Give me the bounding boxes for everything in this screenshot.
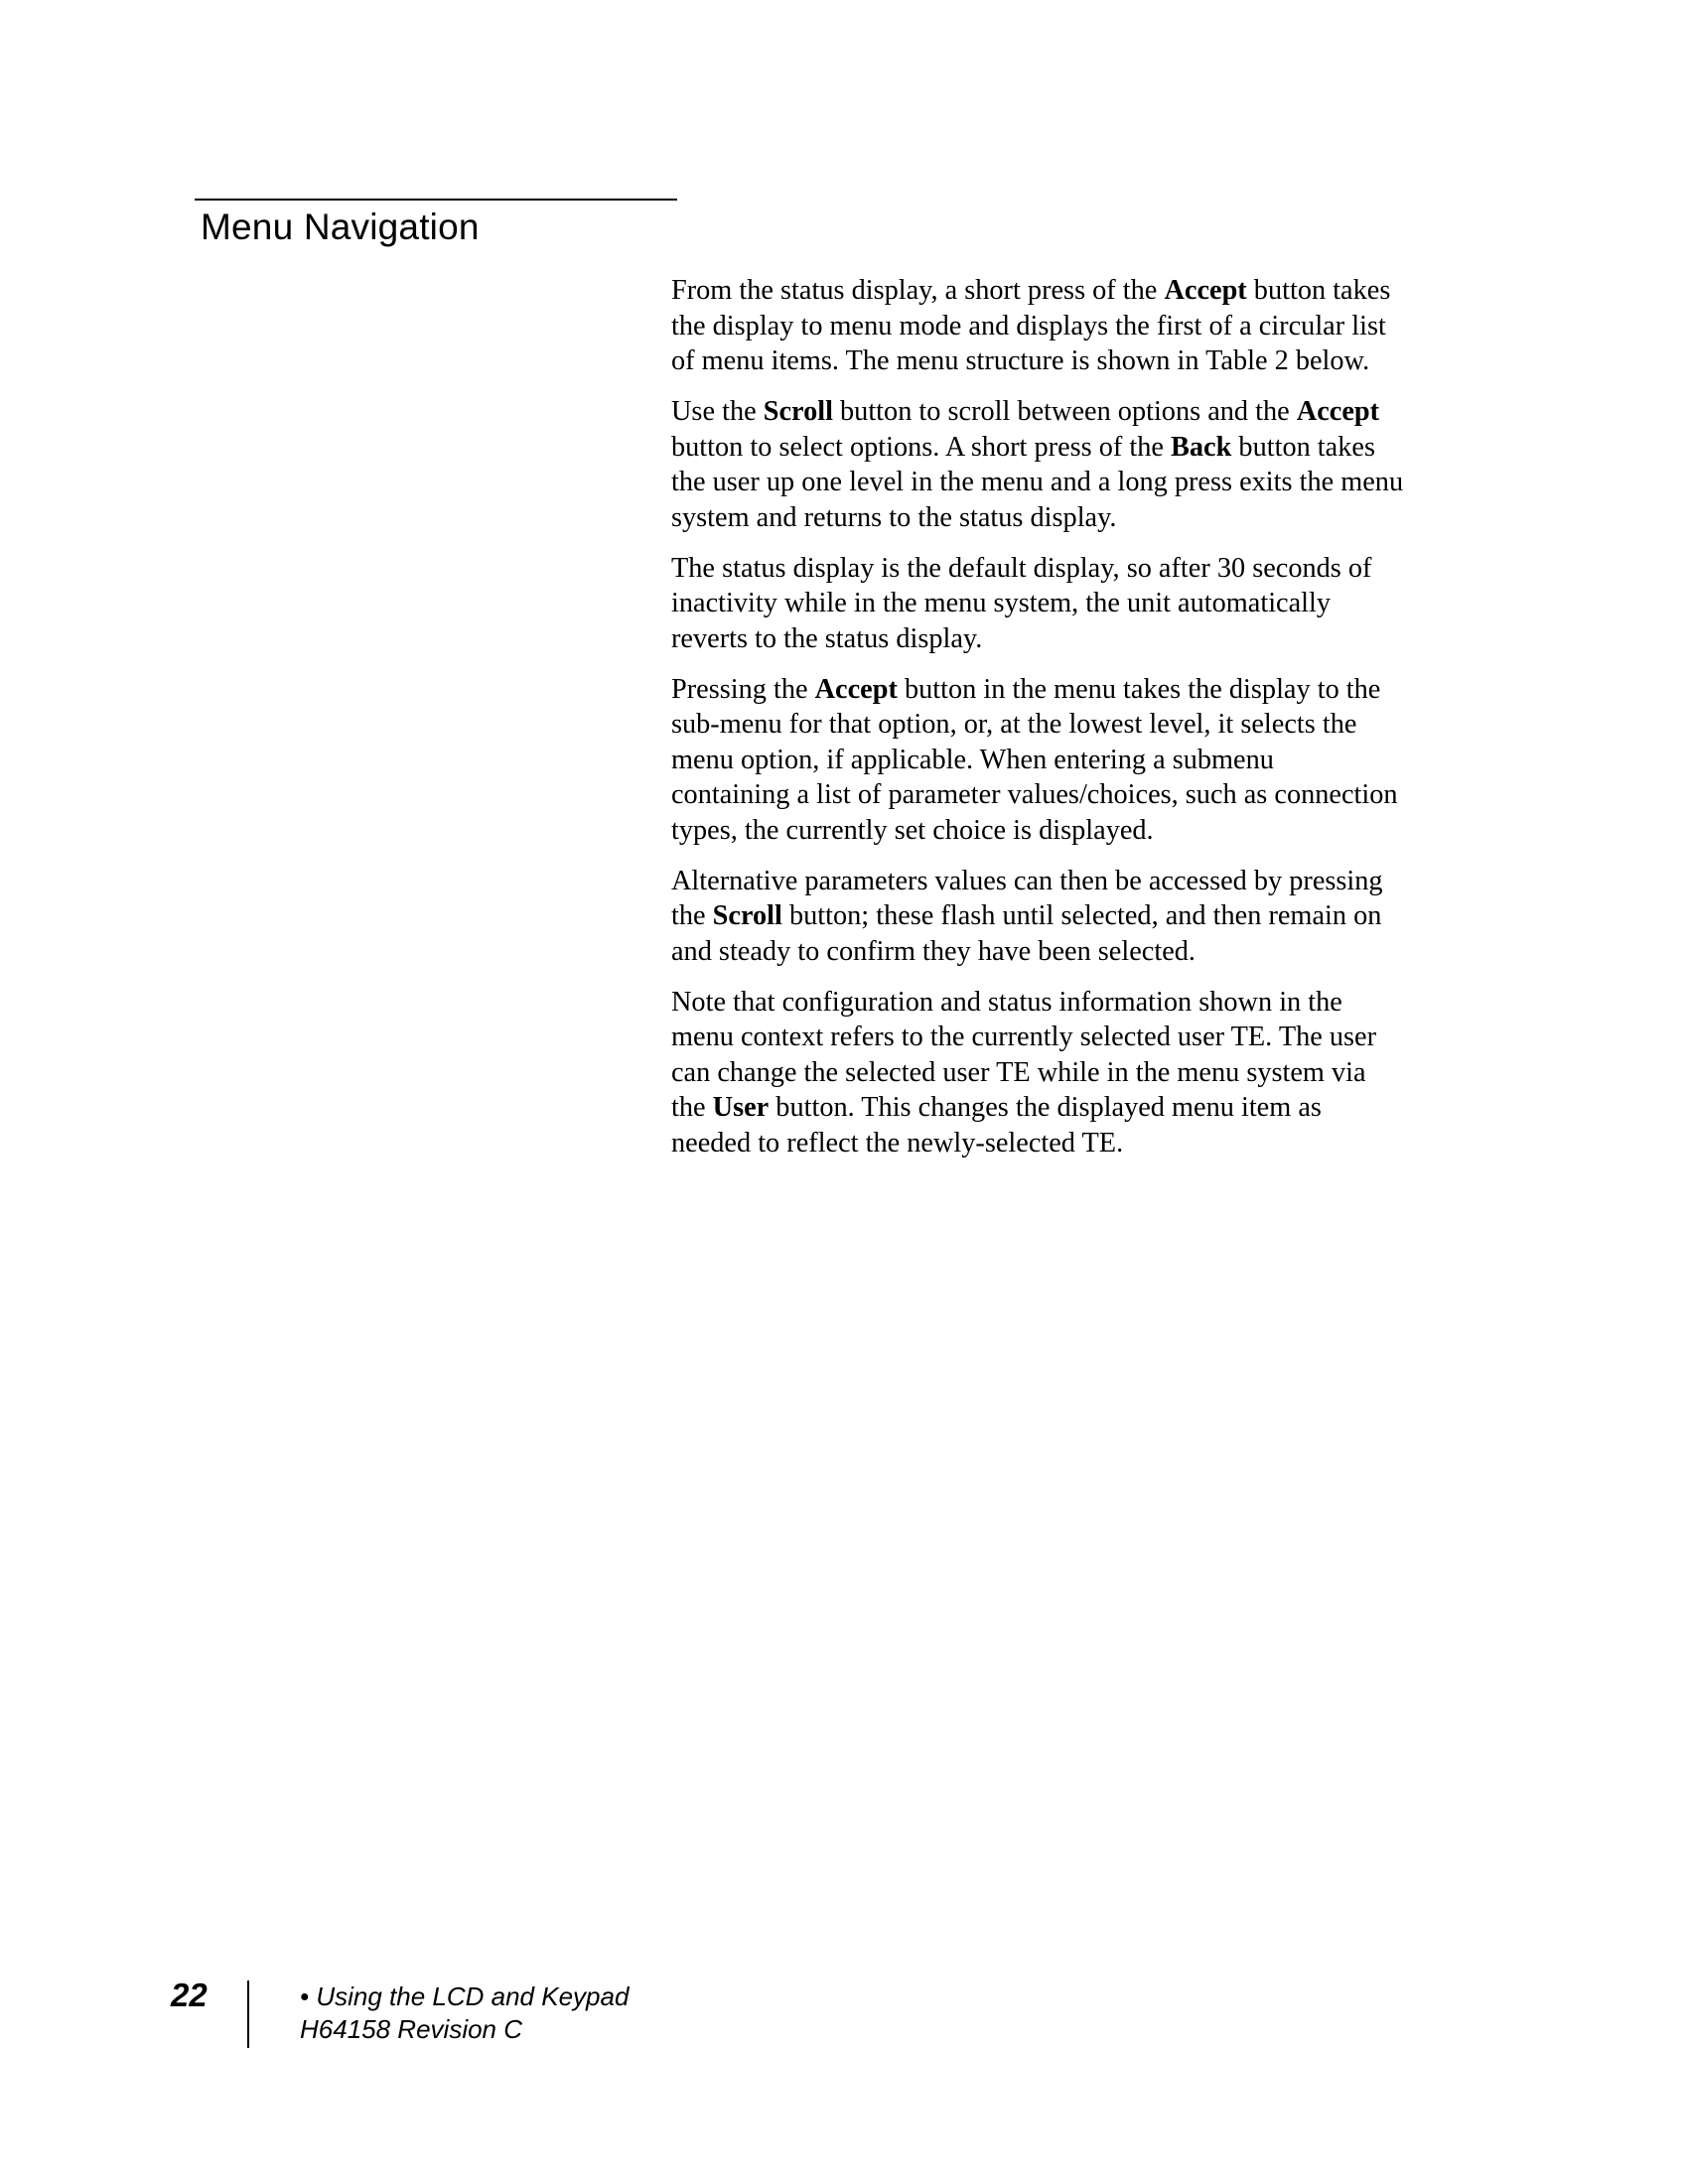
text-run: the bbox=[671, 900, 713, 931]
footer-chapter-title: • Using the LCD and Keypad bbox=[300, 1981, 630, 2011]
text-run: button takes bbox=[1246, 275, 1391, 306]
section-heading-rule bbox=[195, 199, 677, 201]
footer-divider bbox=[247, 1980, 249, 2048]
text-line bbox=[671, 672, 1485, 708]
text-run: Pressing the bbox=[671, 673, 815, 705]
text-run: system and returns to the status display. bbox=[671, 501, 1117, 533]
text-run: of menu items. The menu structure is shown in Table 2 below. bbox=[671, 345, 1370, 376]
text-line bbox=[671, 743, 1485, 778]
text-run: button takes bbox=[1231, 431, 1375, 463]
text-run: button to select options. A short press of the bbox=[671, 431, 1172, 463]
section-title: Menu Navigation bbox=[201, 206, 480, 247]
text-run: types, the currently set choice is displayed. bbox=[671, 814, 1154, 846]
text-run: can change the selected user TE while in the menu system via bbox=[671, 1056, 1366, 1088]
text-run: button; these flash until selected, and then remain on bbox=[781, 900, 1382, 931]
body-paragraph bbox=[671, 864, 1485, 970]
text-line bbox=[671, 465, 1485, 500]
text-run: menu context refers to the currently selected user TE. The user bbox=[671, 1022, 1377, 1052]
text-run: button in the menu takes the display to the bbox=[897, 673, 1381, 705]
text-run: reverts to the status display. bbox=[671, 622, 983, 654]
text-run: From the status display, a short press of the bbox=[671, 275, 1165, 306]
body-paragraph bbox=[671, 672, 1485, 849]
body-paragraph bbox=[671, 273, 1485, 379]
text-line bbox=[671, 273, 1485, 309]
text-line bbox=[671, 864, 1485, 899]
footer-running-text bbox=[300, 1980, 629, 2046]
text-run: inactivity while in the menu system, the unit automatically bbox=[671, 588, 1332, 618]
emphasized-button-name: Accept bbox=[814, 673, 898, 705]
text-line bbox=[671, 343, 1485, 379]
text-line bbox=[671, 551, 1485, 587]
text-run: the user up one level in the menu and a long press exits the menu bbox=[671, 467, 1404, 497]
text-run: and steady to confirm they have been selected. bbox=[671, 935, 1196, 967]
emphasized-button-name: Back bbox=[1171, 431, 1232, 463]
text-run: Use the bbox=[671, 396, 764, 427]
emphasized-button-name: Scroll bbox=[712, 900, 782, 931]
text-line bbox=[671, 500, 1485, 536]
text-run: button to scroll between options and the bbox=[832, 396, 1297, 427]
text-run: Alternative parameters values can then be accessed by pressing bbox=[671, 865, 1383, 896]
text-line bbox=[671, 813, 1485, 849]
text-line bbox=[671, 934, 1485, 970]
emphasized-button-name: Accept bbox=[1296, 396, 1380, 427]
text-line bbox=[671, 621, 1485, 657]
body-text-column bbox=[671, 273, 1485, 1176]
text-line bbox=[671, 430, 1485, 466]
text-run: The status display is the default display, so after 30 seconds of bbox=[671, 552, 1372, 584]
text-run: the display to menu mode and displays the first of a circular list bbox=[671, 310, 1386, 341]
text-line bbox=[671, 394, 1485, 430]
text-line bbox=[671, 1126, 1485, 1161]
emphasized-button-name: User bbox=[712, 1092, 770, 1123]
text-run: containing a list of parameter values/choices, such as connection bbox=[671, 779, 1398, 810]
body-paragraph bbox=[671, 985, 1485, 1161]
text-line bbox=[671, 985, 1485, 1021]
emphasized-button-name: Scroll bbox=[763, 396, 833, 427]
text-line bbox=[671, 1090, 1485, 1126]
text-run: button. This changes the displayed menu item as bbox=[769, 1092, 1322, 1123]
text-line bbox=[671, 777, 1485, 813]
text-line bbox=[671, 707, 1485, 743]
emphasized-button-name: Accept bbox=[1164, 275, 1247, 306]
text-line bbox=[671, 1020, 1485, 1055]
text-run: the bbox=[671, 1092, 713, 1123]
text-line bbox=[671, 1055, 1485, 1091]
footer-page-number: 22 bbox=[171, 1977, 208, 2013]
body-paragraph bbox=[671, 551, 1485, 657]
text-line bbox=[671, 309, 1485, 344]
footer-document-revision: H64158 Revision C bbox=[300, 2014, 523, 2044]
text-line bbox=[671, 898, 1485, 934]
text-run: menu option, if applicable. When entering a submenu bbox=[671, 744, 1274, 775]
text-run: needed to reflect the newly-selected TE. bbox=[671, 1127, 1124, 1159]
text-run: sub-menu for that option, or, at the lowest level, it selects the bbox=[671, 709, 1357, 740]
body-paragraph bbox=[671, 394, 1485, 535]
text-run: Note that configuration and status information shown in the bbox=[671, 986, 1342, 1018]
text-line bbox=[671, 586, 1485, 621]
